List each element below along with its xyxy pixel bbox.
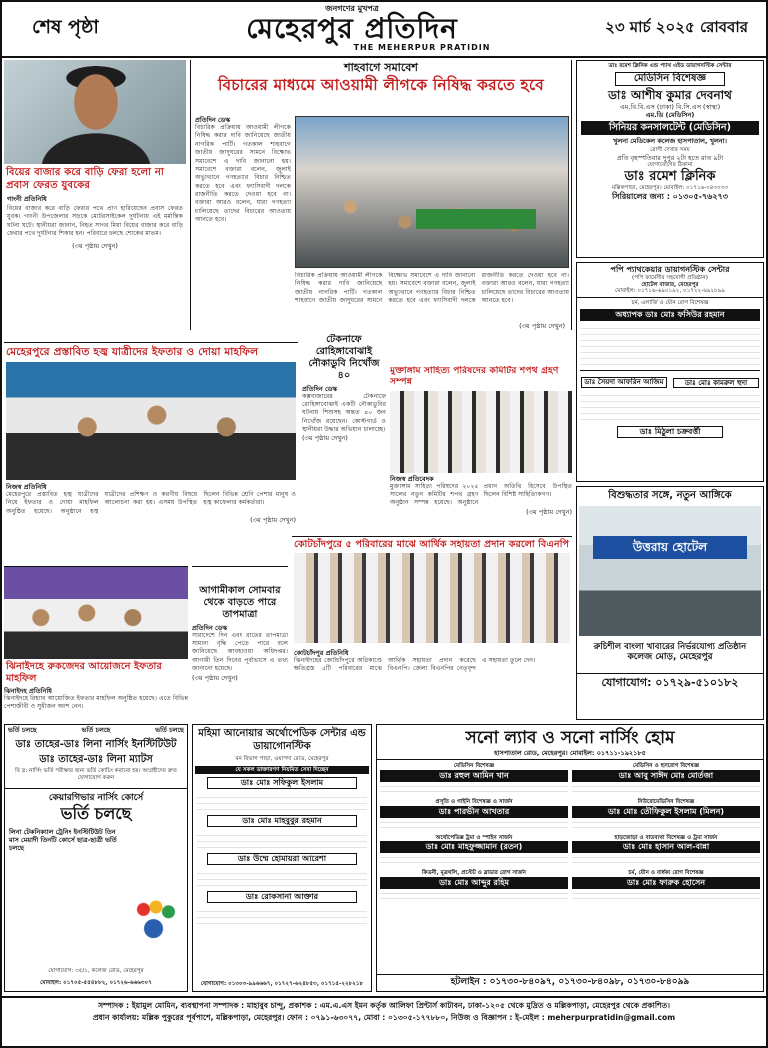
imprint-line-2: প্রধান কার্যালয়: মল্লিক পুকুরের পূর্বপাশে, মল্লিকপাড়া, মেহেরপুর। ফোন : ০৭৯১-৬৩০৭৭, মোবা : ০১৩০৫-১৭৭৮৮০, নিউজ ও বিজ্ঞাপন : ই-মেইল : meherpurpratidin@gmail.com <box>92 1013 676 1023</box>
contact-address: যোগাযোগ: ৩৫/১, কলেজ রোড, মেহেরপুর <box>48 968 144 975</box>
center-address: হোটেল বাজার, মেহেরপুর <box>641 281 699 288</box>
doctor-1: ডাঃ মোঃ সফিকুল ইসলাম <box>207 777 357 789</box>
banner-sign <box>416 209 536 229</box>
hotel-caption: রুচিশীল বাংলা খাবারের নির্ভরযোগ্য প্রতিষ্ঠান <box>593 641 747 652</box>
center-address: বন বিভাগ পাড়া, ওয়াপদা রোড, মেহেরপুর <box>235 756 329 762</box>
body-text: বিয়ের বাজার করে বাড়ি ফেরার পথে প্রাণ হারিয়েছেন প্রবাস ফেরত যুবক। গাংনী উপজেলার সড়কে মোটরসাইকেল দুর্ঘটনায় এই মর্মান্তিক ঘটনা ঘটে। স্থানীয়রা জানান, নিহত সাগর মিয়া বিয়ের বাজার করে বাড়ি ফেরার পথে দুর্ঘটনার শিকার হন। পরিবারে চলছে শোকের মাতম। <box>7 205 183 238</box>
specialty: মেডিসিন বিশেষজ্ঞ <box>615 72 725 87</box>
continued: (৩য় পৃষ্ঠায় দেখুন) <box>526 507 572 516</box>
mats-name: ডাঃ তাহের-ডাঃ লিনা ম্যাটস <box>39 753 153 765</box>
ad-nursing <box>4 724 188 992</box>
doctor-name: ডাঃ মোঃ ফারুক হোসেন <box>572 877 760 889</box>
doctor-name: ডাঃ মোঃ মাহফুজ্জামান (রতন) <box>380 841 568 853</box>
doctor-name: ডাঃ মোঃ তৌফিকুল ইসলাম (মিলন) <box>572 806 760 818</box>
doctor-cell <box>572 799 760 832</box>
doctor-cell <box>572 763 760 796</box>
doctor-2: ডাঃ মোঃ মাহবুবুর রহমান <box>207 815 357 827</box>
doctors-banner: যে সকল ডাক্তারগণ নিয়মিত সেবা দিচ্ছেন <box>195 766 369 775</box>
doctor-cell <box>380 799 568 832</box>
doctor-name: ডাঃ পারভীন আখতার <box>380 806 568 818</box>
schedule-label: রোগী দেখার সময় <box>650 147 690 154</box>
doctor-3: ডাঃ মোঃ কামরুল হুদা <box>673 378 759 389</box>
story-weather <box>192 566 288 720</box>
clinic-name: ডাঃ রমেশ ক্লিনিক <box>624 168 716 184</box>
schedule: প্রতি বৃহস্পতিবার দুপুর ২টা হতে রাত ৯টা <box>616 154 724 163</box>
headline: ঝিনাইদহে রুকজেদর আয়োজনে ইফতার মাহফিল <box>6 661 162 684</box>
center-sub: (পপি ফার্মেসীর সহযোগী প্রতিষ্ঠান) <box>632 275 708 281</box>
institute-logo <box>131 895 181 943</box>
headline: আগামীকাল সোমবার থেকে বাড়তে পারে তাপমাত্রা <box>199 585 281 620</box>
doctor-role: অর্থোপেডিক্স ট্রমা ও স্পাইন সার্জন <box>435 834 513 841</box>
person-photo <box>4 60 186 164</box>
ad-pathology <box>576 262 764 482</box>
doctor-role: কিডনী, মূত্রথলি, প্রস্টেট ও ব্লাডার রোগ সার্জন <box>421 870 527 877</box>
headline: বিয়ের বাজার করে বাড়ি ফেরা হলো না প্রবাস ফেরত যুবকের <box>6 167 184 192</box>
continued: (৩য় পৃষ্ঠায় দেখুন) <box>250 516 296 525</box>
doctor-role: প্রসূতি ও গাইনি বিশেষজ্ঞ ও সার্জন <box>435 799 513 806</box>
degrees-2: এম.ডি (মেডিসিন) <box>645 111 695 120</box>
doctor-name: ডাঃ মোঃ আব্দুর রহিম <box>380 877 568 889</box>
dateline: নিজস্ব প্রতিনিধি <box>6 483 47 491</box>
doctor-cell <box>572 870 760 903</box>
contact-phone: মোবাইল: ০১৭০৫-৫৫৪৮৮২, ০১৭২৬-৬৬৬৩০৭ <box>40 980 152 987</box>
story-main <box>190 60 572 330</box>
continued: (৩য় পৃষ্ঠায় দেখুন) <box>72 241 118 250</box>
story-marriage <box>4 60 186 338</box>
doctor-role: নিউরোমেডিসিন বিশেষজ্ঞ <box>637 799 695 806</box>
doctor-role: মেডিসিন ও হৃদরোগ বিশেষজ্ঞ <box>632 763 700 770</box>
headline: কোটচাঁদপুরে ৫ পরিবারের মাঝে আর্থিক সহায়তা প্রদান করলো বিএনপি <box>294 539 570 550</box>
continued: (৩য় পৃষ্ঠায় দেখুন) <box>519 321 565 330</box>
doctor-name: ডাঃ মোঃ হাসান আল-বান্না <box>572 841 760 853</box>
committee-photo <box>390 391 572 473</box>
body-text: ঝিনাইদহের কোটচাঁদপুরে অগ্নিকাণ্ডে ক্ষতিগ্রস্ত ৫টি পরিবারের মাঝে আর্থিক সহায়তা প্রদান করেছে বিএনপি। জেলা বিএনপির নেতৃবৃন্দ এ সহায়তা তুলে দেন। <box>294 657 536 673</box>
center-phone: মোবাইল: ০১৭১৬-৬৯০১৯২, ০১৭২২-৬৯২৮৯৯ <box>577 288 763 298</box>
contact-phone: যোগাযোগ: ০১৩০৩-৯৯৬৬৬৭, ০১৭২৭-৬২৪৮৫৩, ০১৭১৫-২২৮২১৮ <box>200 981 364 988</box>
doctor-1: অধ্যাপক ডাঃ মোঃ ফসিউর রহমান <box>580 309 760 321</box>
continued: (৩য় পৃষ্ঠায় দেখুন) <box>302 434 348 443</box>
doctor-cell <box>380 835 568 868</box>
body-text: সারাদেশে দিন এবং রাতের তাপমাত্রা সামান্য বৃদ্ধি পেতে পারে বলে জানিয়েছে আবহাওয়া অধিদপ্তর। আগামী তিন দিনের পূর্বাভাসে এ তথ্য জানানো হয়েছে। <box>192 631 288 673</box>
admission-left: ভর্তি চলছে <box>8 726 37 734</box>
ad-sono <box>376 724 764 992</box>
masthead <box>2 2 766 58</box>
body-text-continued: বিচারিক প্রক্রিয়ায় আওয়ামী লীগকে নিষিদ্ধ করার দাবি জানিয়েছে জাতীয় নাগরিক পার্টি। গতকাল শাহবাগে জাতীয় জাদুঘরের সামনে বিক্ষোভ সমাবেশে এ দাবি জানানো হয়। সমাবেশে বক্তারা বলেন, জুলাই অভ্যুত্থানে গণহত্যার বিচার নিশ্চিত করতে হবে এবং ফ্যাসিবাদী দলকে রাজনীতি করতে দেওয়া হবে না। বক্তারা আরও বলেন, যারা গণহত্যা চালিয়েছে তাদের বিচারের আওতায় আনতে হবে। <box>295 272 569 305</box>
dateline: প্রতিদিন ডেস্ক <box>302 384 338 393</box>
doctor-3: ডাঃ উম্মে হোমায়রা আরেশা <box>207 853 357 865</box>
body-text: মুক্তাঙ্গাম সাহিত্য পরিষদের ২০২৫ সালের নতুন কমিটির শপথ গ্রহণ অনুষ্ঠান সম্পন্ন হয়েছে। অনুষ্ঠানে প্রধান অতিথি হিসেবে উপস্থিত ছিলেন বিশিষ্ট সাহিত্যিকগণ। <box>390 482 572 507</box>
ad-hotel <box>576 486 764 720</box>
doctor-cell <box>380 870 568 903</box>
doctor-grid <box>380 763 760 903</box>
doctor-name: ডাঃ আশীষ কুমার দেবনাথ <box>608 88 732 103</box>
headline: মেহেরপুরে প্রস্তাবিত হজ্ব যাত্রীদের ইফতার ও দোয়া মাহফিল <box>6 346 259 358</box>
headline: টেকনাফে রোহিঙ্গাবোঝাই নৌকাডুবি নিখোঁজ ৪০ <box>308 334 380 381</box>
clinic-top: ডাঃ রমেশ ক্লিনিক এন্ড প্যাথ এইড ডায়াগনস্টিক সেন্টার <box>608 63 732 69</box>
dateline: কোটচাঁদপুর প্রতিনিধি <box>294 649 349 657</box>
story-rohingya <box>302 334 386 518</box>
dateline: প্রতিদিন ডেস্ক <box>192 623 228 632</box>
headline: মুক্তাঙ্গাম সাহিত্য পরিষদের কমিটির শপথ গ্রহণ সম্পন্ন <box>390 366 559 388</box>
coaching-note: বি দ্র: নার্সিং ভর্তি পরীক্ষার জন্য ভর্তি কোচিং করানো হয়। আগ্রহীদের দ্রুত যোগাযোগ করুন <box>15 768 177 781</box>
specialty: চর্ম, এলার্জি ও যৌন রোগ বিশেষজ্ঞ <box>631 300 709 307</box>
doctor-cell <box>572 835 760 868</box>
iftar-photo <box>6 362 296 480</box>
dateline: নিজস্ব প্রতিবেদক <box>390 474 434 483</box>
post: সিনিয়র কনসালটেন্ট (মেডিসিন) <box>581 121 759 135</box>
jhenaidah-photo <box>4 567 188 659</box>
hotel-tagline: বিশুদ্ধতার সঙ্গে, নতুন আঙ্গিকে <box>608 490 732 501</box>
dateline: ঝিনাইদহ প্রতিনিধি <box>4 686 52 695</box>
body-text: বিচারিক প্রক্রিয়ায় আওয়ামী লীগকে নিষিদ্ধ করার দাবি জানিয়েছে জাতীয় নাগরিক পার্টি। গতকাল শাহবাগে জাতীয় জাদুঘরের সামনে বিক্ষোভ সমাবেশে এ দাবি জানানো হয়। সমাবেশে বক্তারা বলেন, জুলাই অভ্যুত্থানে গণহত্যার বিচার নিশ্চিত করতে হবে এবং ফ্যাসিবাদী দলকে রাজনীতি করতে দেওয়া হবে না। বক্তারা আরও বলেন, যারা গণহত্যা চালিয়েছে তাদের বিচারের আওতায় আনতে হবে। <box>195 124 291 224</box>
imprint-footer <box>2 996 766 1046</box>
continued: (৩য় পৃষ্ঠায় দেখুন) <box>192 673 238 682</box>
story-iftar <box>4 342 298 564</box>
rally-photo <box>295 116 569 268</box>
caregiver-body: লিনা টেকনিক্যাল ট্রেনিং ইনস্টিটিউট তিন মাস মেয়াদী তিনটি কোর্সে ছাত্র-ছাত্রী ভর্তি চলছে <box>9 827 117 853</box>
body-text: ঝিনাইদহে রিহ্যাব আয়োজিত ইফতার মাহফিল অনুষ্ঠিত হয়েছে। এতে বিভিন্ন পেশাজীবী ও সুধীজন অংশ নেন। <box>4 694 188 711</box>
doctor-4: ডাঃ রোকসানা আক্তার <box>207 891 357 903</box>
hospital: খুলনা মেডিকেল কলেজ হাসপাতাল, খুলনা। <box>613 137 727 146</box>
hotel-contact: যোগাযোগ: ০১৭২৯-৫১০১৮২ <box>577 673 763 690</box>
kicker: শাহবাগে সমাবেশ <box>344 61 418 74</box>
dateline: প্রতিদিন ডেস্ক <box>195 116 231 124</box>
doctor-role: হাড়জোড়া ও বাতব্যথা বিশেষজ্ঞ ও ট্রমা সার্জন <box>614 834 718 841</box>
body-text: কক্সবাজারের টেকনাফে রোহিঙ্গাবোঝাই একটি নৌকাডুবির ঘটনায় শিশুসহ অন্তত ৪০ জন নিখোঁজ রয়েছেন। কোস্টগার্ড ও স্থানীয়রা উদ্ধার অভিযান চালাচ্ছে। <box>302 392 386 434</box>
story-literature <box>390 366 572 534</box>
doctor-role: মেডিসিন বিশেষজ্ঞ <box>453 763 495 770</box>
ad-medicine <box>576 60 764 258</box>
tagline: জনগণের মুখপত্র <box>325 4 379 13</box>
institute-name: ডাঃ তাহের-ডাঃ লিনা নার্সিং ইনস্টিটিউট <box>15 739 177 751</box>
body-text: মেহেরপুরে প্রস্তাবিত হজ্ব যাত্রীদের নিয়ে ইফতার ও দোয়া মাহফিল অনুষ্ঠিত হয়েছে। অনুষ্ঠানে হজ্ব যাত্রীদের প্রশিক্ষণ ও করণীয় বিষয়ে আলোচনা করা হয়। এসময় উপস্থিত ছিলেন বিভিন্ন শ্রেণি পেশার মানুষ ও হজ্ব কাফেলার কর্মকর্তারা। <box>6 491 296 515</box>
ad-mohima <box>192 724 372 992</box>
section-label: শেষ পৃষ্ঠা <box>32 16 99 38</box>
contact-label: যোগাযোগের ঠিকানা <box>647 162 693 169</box>
center-name: মহিমা আনোয়ার অর্থোপেডিক সেন্টার এন্ড ডায়াগোনস্টিক <box>198 728 366 752</box>
doctor-4: ডাঃ মিঠুলা চক্রবর্ত্তী <box>617 426 723 438</box>
headline: বিচারের মাধ্যমে আওয়ামী লীগকে নিষিদ্ধ করতে হবে <box>218 75 544 94</box>
newspaper-title: মেহেরপুর প্রতিদিন <box>246 12 458 45</box>
serial: সিরিয়ালের জন্য : ০১৩০৫-৭৬২৭৩ <box>612 191 728 201</box>
doctor-2: ডাঃ সৈয়দা আফরিন আজিম <box>581 377 667 388</box>
caregiver-admission: ভর্তি চলছে <box>60 803 132 823</box>
issue-date: ২৩ মার্চ ২০২৫ রোববার <box>605 18 748 36</box>
donation-photo <box>294 553 570 643</box>
caregiver-title: কেয়ারগিভার নার্সিং কোর্সে <box>5 788 187 804</box>
clinic-address: মল্লিকপাড়া, মেহেরপুর। মোবাইল: ০১৭১৬-০৪৩০৩৩ <box>612 185 728 192</box>
center-name: পপি প্যাথকেয়ার ডায়াগনস্টিক সেন্টার <box>610 265 730 274</box>
story-jhenaidah <box>4 566 188 720</box>
imprint-line-1: সম্পাদক : ইয়ামুল মোমিন, ব্যবস্থাপনা সম্পাদক : মাহাবুব চান্দু, প্রকাশক : এম.এ.এস ইমন কর্তৃক আলিফা প্রিন্টার্স কাটাবন, ঢাকা-১২০৫ থেকে মুদ্রিত ও মল্লিকপাড়া, মেহেরপুর থেকে প্রকাশিত। <box>98 1001 670 1010</box>
hotline: হটলাইন : ০১৭৩০-৮৪০৯৭, ০১৭৩০-৮৪০৯৮, ০১৭৩০-৮৪০৯৯ <box>377 974 763 988</box>
center-address: হাসপাতাল রোড, মেহেরপুর। মোবাইল: ০১৭১১-১৯২১৮৫ <box>377 749 763 760</box>
newspaper-english-title: THE MEHERPUR PRATIDIN <box>353 43 491 53</box>
admission-center: ভর্তি চলছে <box>81 726 111 734</box>
doctor-cell <box>380 763 568 796</box>
hotel-sign: উত্তরায় হোটেল <box>593 536 747 559</box>
degrees: এম.বি.বি.এস (ঢাকা) বি.সি.এস (স্বাস্থ্য) <box>619 103 721 112</box>
doctor-name: ডাঃ রহুল আমিন খান <box>380 770 568 782</box>
hotel-location: কলেজ মোড়, মেহেরপুর <box>627 652 713 663</box>
admission-right: ভর্তি চলছে <box>155 726 184 734</box>
dateline: গাংনী প্রতিনিধি <box>7 195 47 203</box>
story-kotchandpur <box>292 536 572 720</box>
doctor-name: ডাঃ আবু সাঈদ মোঃ মোর্তজা <box>572 770 760 782</box>
center-name: সনো ল্যাব ও সনো নার্সিং হোম <box>465 728 675 748</box>
doctor-role: চর্ম, যৌন ও বার্ধক্য রোগ বিশেষজ্ঞ <box>628 870 704 877</box>
hotel-photo <box>579 506 761 636</box>
